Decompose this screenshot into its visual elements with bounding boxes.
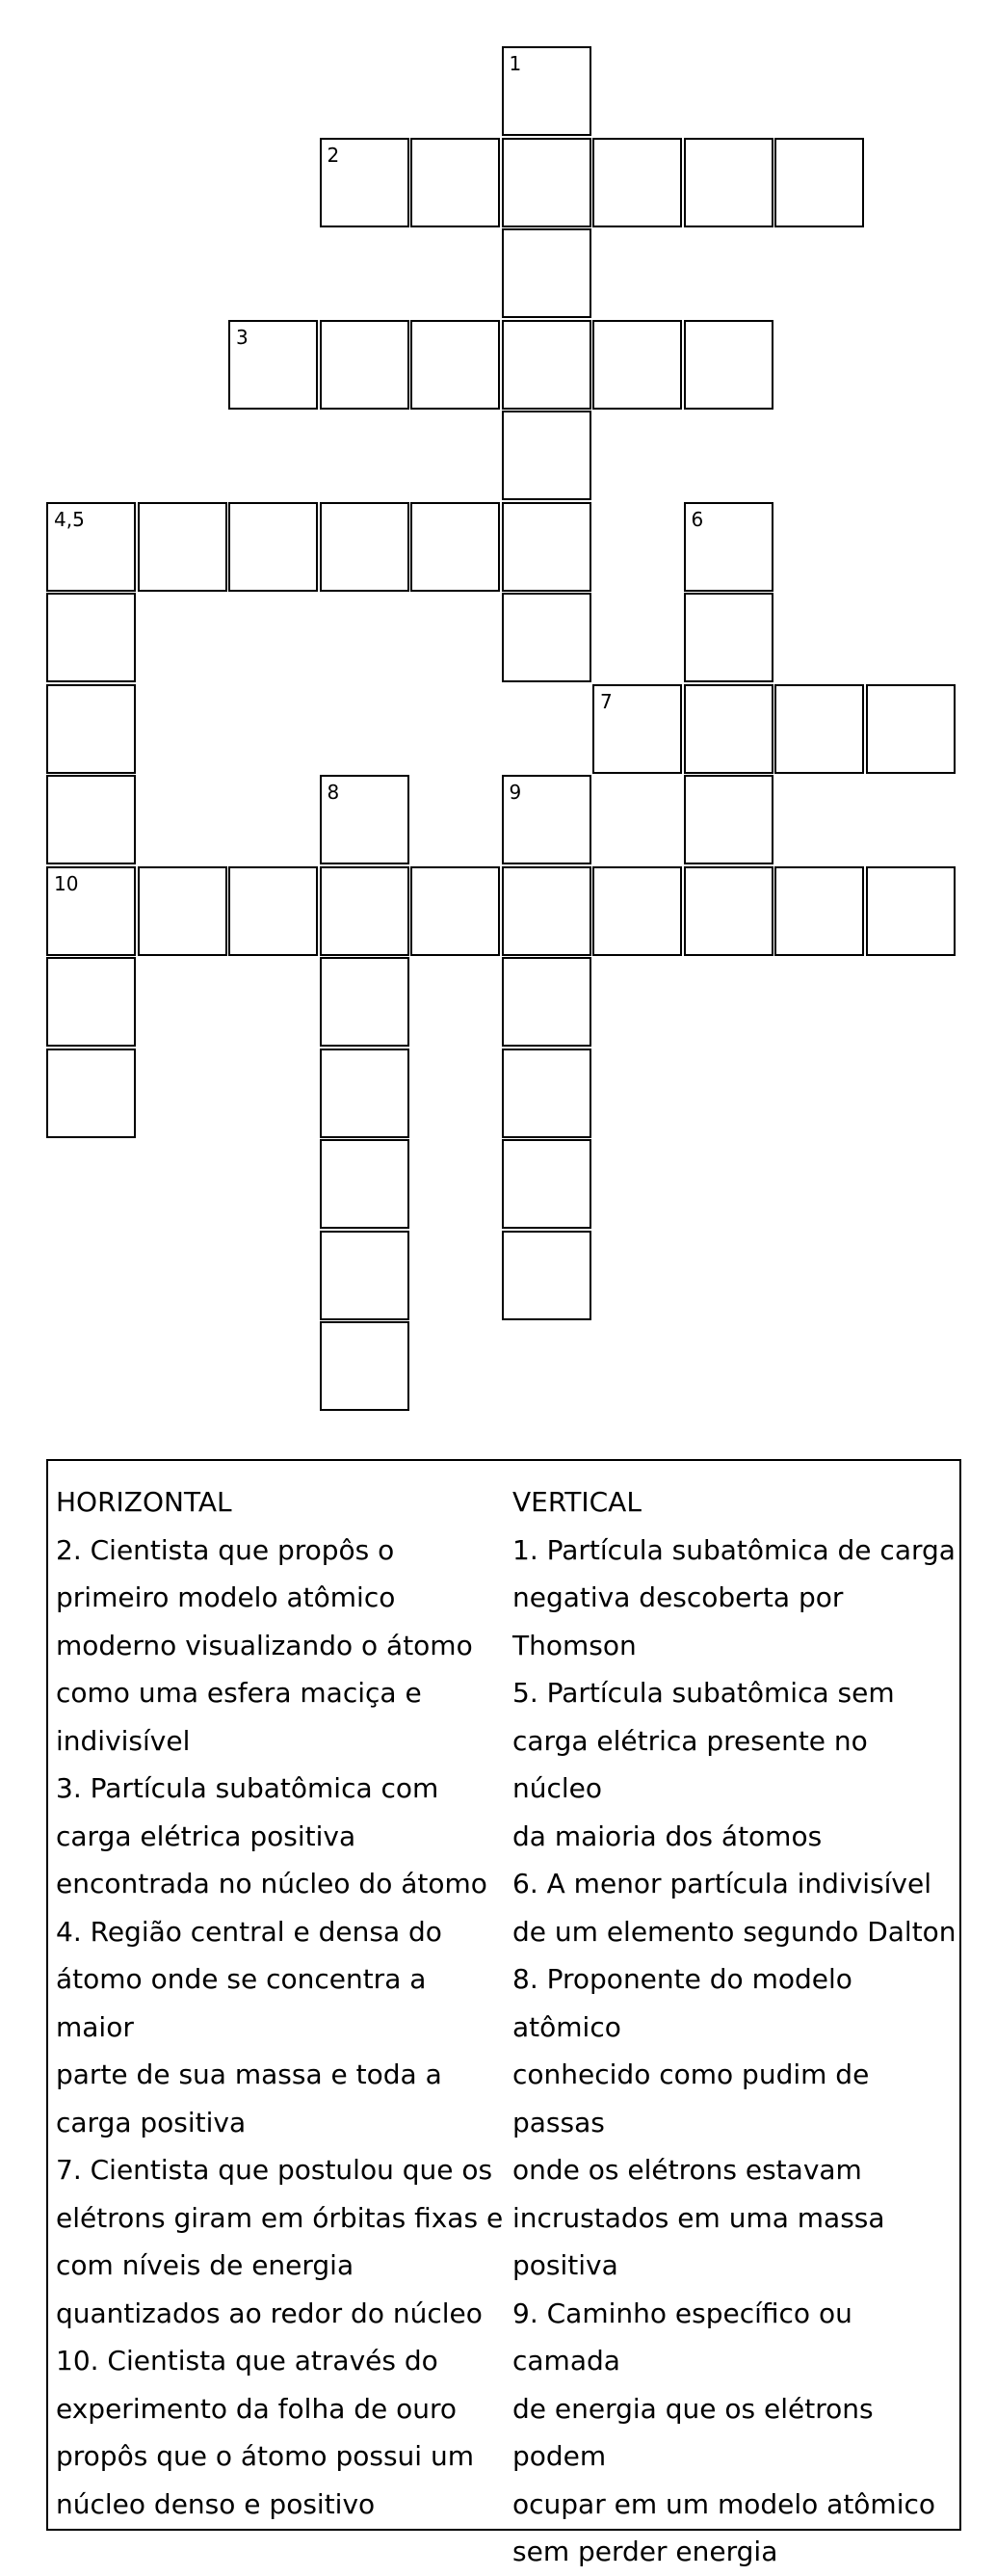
grid-cell[interactable] [592, 320, 682, 410]
grid-cell[interactable] [774, 138, 864, 227]
clue-number: 6 [691, 507, 704, 531]
grid-cell[interactable] [502, 411, 591, 500]
grid-cell[interactable] [684, 593, 773, 682]
grid-cell[interactable] [774, 866, 864, 956]
grid-cell[interactable] [502, 320, 591, 410]
grid-cell[interactable] [46, 957, 136, 1047]
grid-cell[interactable] [866, 684, 956, 774]
grid-cell[interactable] [138, 866, 227, 956]
grid-cell[interactable] [866, 866, 956, 956]
clue-number: 3 [236, 325, 249, 349]
clue-number: 9 [509, 781, 522, 804]
grid-cell[interactable] [320, 866, 409, 956]
grid-cell[interactable] [502, 593, 591, 682]
clue-h-3: 3. Partícula subatômica com carga elétrica positiva encontrada no núcleo do átomo [56, 1772, 487, 1899]
clue-number: 2 [327, 143, 340, 167]
grid-cell[interactable] [502, 1049, 591, 1138]
grid-cell[interactable] [502, 775, 591, 864]
grid-cell[interactable] [320, 1049, 409, 1138]
clue-v-9: 9. Caminho específico ou camada de energia que os elétrons podem ocupar em um modelo atômico sem perder energia [512, 2297, 936, 2567]
grid-cell[interactable] [502, 138, 591, 227]
grid-cell[interactable] [774, 684, 864, 774]
grid-cell[interactable] [46, 866, 136, 956]
clue-h-2: 2. Cientista que propôs o primeiro modelo atômico moderno visualizando o átomo como uma esfera maciça e indivisível [56, 1533, 473, 1757]
grid-cell[interactable] [592, 866, 682, 956]
horizontal-title: HORIZONTAL [56, 1486, 232, 1518]
grid-cell[interactable] [684, 138, 773, 227]
grid-cell[interactable] [320, 1139, 409, 1229]
grid-cell[interactable] [684, 684, 773, 774]
clue-number: 10 [54, 871, 79, 895]
clue-v-5: 5. Partícula subatômica sem carga elétrica presente no núcleo da maioria dos átomos [512, 1677, 895, 1852]
grid-cell[interactable] [138, 502, 227, 592]
grid-cell[interactable] [502, 1139, 591, 1229]
grid-cell[interactable] [46, 502, 136, 592]
grid-cell[interactable] [46, 1049, 136, 1138]
grid-cell[interactable] [320, 957, 409, 1047]
grid-cell[interactable] [320, 1321, 409, 1411]
clue-v-6: 6. A menor partícula indivisível de um elemento segundo Dalton [512, 1868, 957, 1948]
clue-v-1: 1. Partícula subatômica de carga negativa descoberta por Thomson [512, 1533, 956, 1661]
grid-cell[interactable] [684, 320, 773, 410]
grid-cell[interactable] [320, 502, 409, 592]
grid-cell[interactable] [684, 866, 773, 956]
clue-h-7: 7. Cientista que postulou que os elétrons giram em órbitas fixas e com níveis de energia quantizados ao redor do núcleo [56, 2154, 504, 2329]
grid-cell[interactable] [592, 684, 682, 774]
clue-number: 8 [327, 781, 340, 804]
grid-cell[interactable] [410, 138, 500, 227]
grid-cell[interactable] [592, 138, 682, 227]
grid-cell[interactable] [684, 502, 773, 592]
clue-v-8: 8. Proponente do modelo atômico conhecido como pudim de passas onde os elétrons estavam incrustados em uma massa positiva [512, 1963, 885, 2281]
horizontal-clues [56, 1478, 509, 2528]
grid-cell[interactable] [320, 1231, 409, 1320]
clue-number: 7 [600, 689, 613, 713]
grid-cell[interactable] [502, 502, 591, 592]
clue-number: 1 [509, 52, 522, 75]
grid-cell[interactable] [320, 320, 409, 410]
grid-cell[interactable] [410, 866, 500, 956]
grid-cell[interactable] [502, 228, 591, 318]
grid-cell[interactable] [46, 593, 136, 682]
grid-cell[interactable] [502, 46, 591, 136]
grid-cell[interactable] [410, 320, 500, 410]
grid-cell[interactable] [228, 866, 318, 956]
grid-cell[interactable] [46, 684, 136, 774]
grid-cell[interactable] [502, 1231, 591, 1320]
grid-cell[interactable] [228, 320, 318, 410]
grid-cell[interactable] [502, 957, 591, 1047]
grid-cell[interactable] [684, 775, 773, 864]
grid-cell[interactable] [320, 775, 409, 864]
clues-box [46, 1459, 961, 2567]
clue-h-10: 10. Cientista que através do experimento da folha de ouro propôs que o átomo possui um núcleo denso e positivo [56, 2345, 474, 2520]
grid-cell[interactable] [46, 775, 136, 864]
vertical-title: VERTICAL [512, 1486, 642, 1518]
grid-cell[interactable] [410, 502, 500, 592]
grid-cell[interactable] [320, 138, 409, 227]
grid-cell[interactable] [502, 866, 591, 956]
clue-number: 4,5 [54, 507, 85, 531]
vertical-clues [512, 1478, 965, 2576]
grid-cell[interactable] [228, 502, 318, 592]
clue-h-4: 4. Região central e densa do átomo onde se concentra a maior parte de sua massa e toda a carga positiva [56, 1915, 442, 2138]
